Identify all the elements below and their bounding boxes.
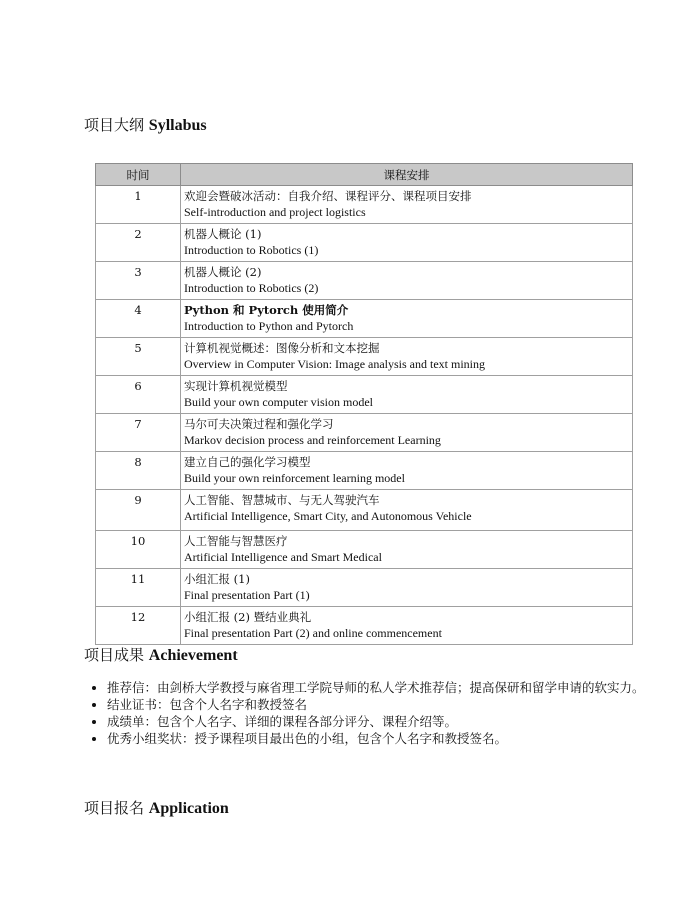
table-row	[96, 414, 633, 452]
session-number: 3	[96, 262, 181, 300]
syllabus-table	[95, 163, 633, 645]
achievement-list	[90, 679, 647, 747]
application-heading-en: Application	[148, 800, 229, 817]
session-number: 1	[96, 186, 181, 224]
session-title-zh: 欢迎会暨破冰活动：自我介绍、课程评分、课程项目安排	[184, 189, 472, 203]
session-number: 12	[96, 607, 181, 645]
session-cell	[181, 531, 633, 569]
session-number: 6	[96, 376, 181, 414]
table-row	[96, 607, 633, 645]
table-row	[96, 262, 633, 300]
application-heading	[84, 797, 229, 818]
session-title-zh: 计算机视觉概述：图像分析和文本挖掘	[184, 341, 380, 355]
session-title-en: Artificial Intelligence and Smart Medical	[184, 550, 382, 564]
list-item: • 优秀小组奖状：授予课程项目最出色的小组，包含个人名字和教授签名。	[107, 730, 647, 747]
session-title-zh: 马尔可夫决策过程和强化学习	[184, 417, 334, 431]
table-row	[96, 490, 633, 531]
session-title-en: Introduction to Python and Pytorch	[184, 319, 354, 333]
session-number: 5	[96, 338, 181, 376]
achievement-heading-en: Achievement	[148, 647, 238, 664]
session-cell	[181, 607, 633, 645]
syllabus-heading-en: Syllabus	[148, 117, 207, 134]
table-row	[96, 224, 633, 262]
session-title-zh: 机器人概论 (1)	[184, 227, 262, 241]
session-title-en: Self-introduction and project logistics	[184, 205, 366, 219]
list-item: • 推荐信：由剑桥大学教授与麻省理工学院导师的私人学术推荐信；提高保研和留学申请的软实力。	[107, 679, 647, 696]
session-cell	[181, 569, 633, 607]
session-title-en: Final presentation Part (2) and online commencement	[184, 626, 442, 640]
session-cell	[181, 224, 633, 262]
session-cell	[181, 262, 633, 300]
session-title-en: Overview in Computer Vision: Image analysis and text mining	[184, 357, 486, 371]
session-title-zh: 小组汇报 (1)	[184, 572, 250, 586]
session-number: 4	[96, 300, 181, 338]
session-title-zh: 小组汇报 (2) 暨结业典礼	[184, 610, 312, 624]
table-row	[96, 186, 633, 224]
session-cell	[181, 490, 633, 531]
session-title-en: Build your own computer vision model	[184, 395, 373, 409]
session-cell	[181, 452, 633, 490]
session-cell	[181, 300, 633, 338]
table-row	[96, 376, 633, 414]
session-title-en: Artificial Intelligence, Smart City, and Autonomous Vehicle	[184, 509, 472, 523]
table-header-row	[96, 164, 633, 186]
session-number: 9	[96, 490, 181, 531]
session-number: 10	[96, 531, 181, 569]
session-number: 8	[96, 452, 181, 490]
syllabus-heading	[84, 114, 207, 135]
session-title-en: Build your own reinforcement learning model	[184, 471, 405, 485]
table-row	[96, 531, 633, 569]
session-title-en: Introduction to Robotics (1)	[184, 243, 319, 257]
session-title-zh: 人工智能与智慧医疗	[184, 534, 288, 548]
session-number: 11	[96, 569, 181, 607]
session-title-zh: 人工智能、智慧城市、与无人驾驶汽车	[184, 493, 380, 507]
table-row	[96, 300, 633, 338]
list-item: • 成绩单：包含个人名字、详细的课程各部分评分、课程介绍等。	[107, 713, 647, 730]
col-header-time: 时间	[96, 164, 181, 186]
session-cell	[181, 414, 633, 452]
achievement-heading	[84, 644, 238, 665]
session-number: 7	[96, 414, 181, 452]
session-cell	[181, 376, 633, 414]
session-title-zh: 建立自己的强化学习模型	[184, 455, 311, 469]
table-row	[96, 338, 633, 376]
session-title-zh: 机器人概论 (2)	[184, 265, 262, 279]
table-row	[96, 569, 633, 607]
col-header-schedule: 课程安排	[181, 164, 633, 186]
application-heading-zh: 项目报名	[84, 799, 145, 817]
session-cell	[181, 338, 633, 376]
list-item: • 结业证书：包含个人名字和教授签名	[107, 696, 647, 713]
session-title-en: Final presentation Part (1)	[184, 588, 310, 602]
table-row	[96, 452, 633, 490]
session-title-zh: 实现计算机视觉模型	[184, 379, 288, 393]
session-cell	[181, 186, 633, 224]
session-number: 2	[96, 224, 181, 262]
session-title-en: Introduction to Robotics (2)	[184, 281, 319, 295]
achievement-heading-zh: 项目成果	[84, 646, 145, 664]
session-title-zh: Python 和 Pytorch 使用简介	[184, 303, 349, 317]
syllabus-heading-zh: 项目大纲	[84, 116, 145, 134]
session-title-en: Markov decision process and reinforcement Learning	[184, 433, 441, 447]
